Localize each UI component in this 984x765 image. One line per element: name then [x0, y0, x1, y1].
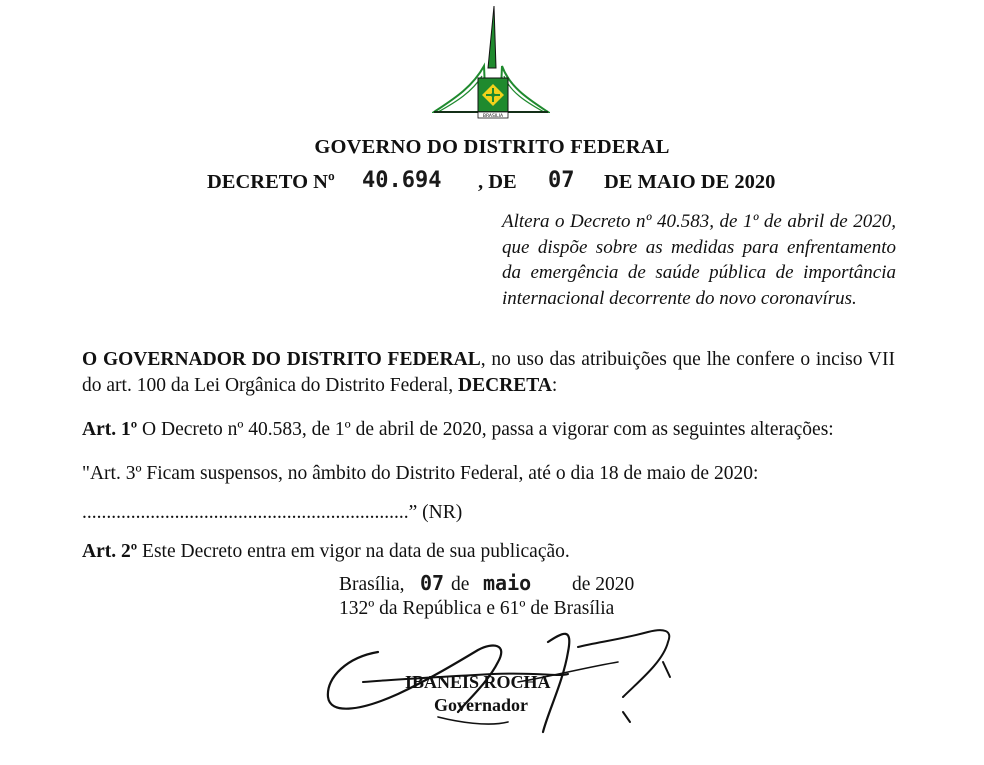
preamble-text: , no uso das atribuições que lhe confere o inciso VII do art. 100 da Lei Orgânica do Distrito Federal,: [82, 349, 895, 396]
closing-republic: 132º da República e 61º de Brasília: [339, 598, 615, 619]
decree-number: 40.694: [362, 168, 442, 193]
brasilia-emblem-icon: [432, 4, 550, 122]
signer-name: IBANEIS ROCHA: [405, 672, 551, 692]
article-2-label: Art. 2º: [82, 541, 138, 562]
article-3-quote: "Art. 3º Ficam suspensos, no âmbito do Distrito Federal, até o dia 18 de maio de 2020:: [82, 463, 759, 484]
emblem-inscription: BRASILIA: [482, 114, 504, 119]
decree-summary: Altera o Decreto nº 40.583, de 1º de abril de 2020, que dispõe sobre as medidas para enfrentamento da emergência de saúde pública de importância internacional decorrente do novo coronavírus.: [502, 211, 896, 309]
signer-role: Governador: [434, 695, 528, 715]
preamble-end: :: [551, 375, 558, 396]
preamble-decreta: DECRETA: [458, 375, 552, 396]
handwritten-signature: [318, 622, 688, 757]
preamble-paragraph: [82, 347, 895, 399]
article-1: [82, 417, 895, 443]
decree-header: [0, 168, 984, 198]
preamble-authority: O GOVERNADOR DO DISTRITO FEDERAL: [82, 349, 481, 370]
article-2: [82, 539, 895, 565]
decree-day-separator: , DE: [478, 171, 517, 193]
article-2-text: Este Decreto entra em vigor na data de sua publicação.: [137, 541, 570, 562]
closing-city: Brasília,: [339, 574, 405, 595]
decree-label: DECRETO Nº: [207, 171, 335, 193]
article-1-label: Art. 1º: [82, 419, 138, 440]
article-1-text: O Decreto nº 40.583, de 1º de abril de 2020, passa a vigorar com as seguintes alterações:: [137, 419, 834, 440]
closing-year: de 2020: [572, 574, 635, 595]
closing-day: 07: [420, 571, 445, 595]
government-title: GOVERNO DO DISTRITO FEDERAL: [314, 136, 670, 158]
decree-day: 07: [548, 168, 575, 193]
decree-month-year: DE MAIO DE 2020: [604, 171, 776, 193]
quote-end: ...................................................................” (NR): [82, 502, 463, 523]
closing-de: de: [451, 574, 470, 595]
closing-month: maio: [483, 571, 532, 595]
